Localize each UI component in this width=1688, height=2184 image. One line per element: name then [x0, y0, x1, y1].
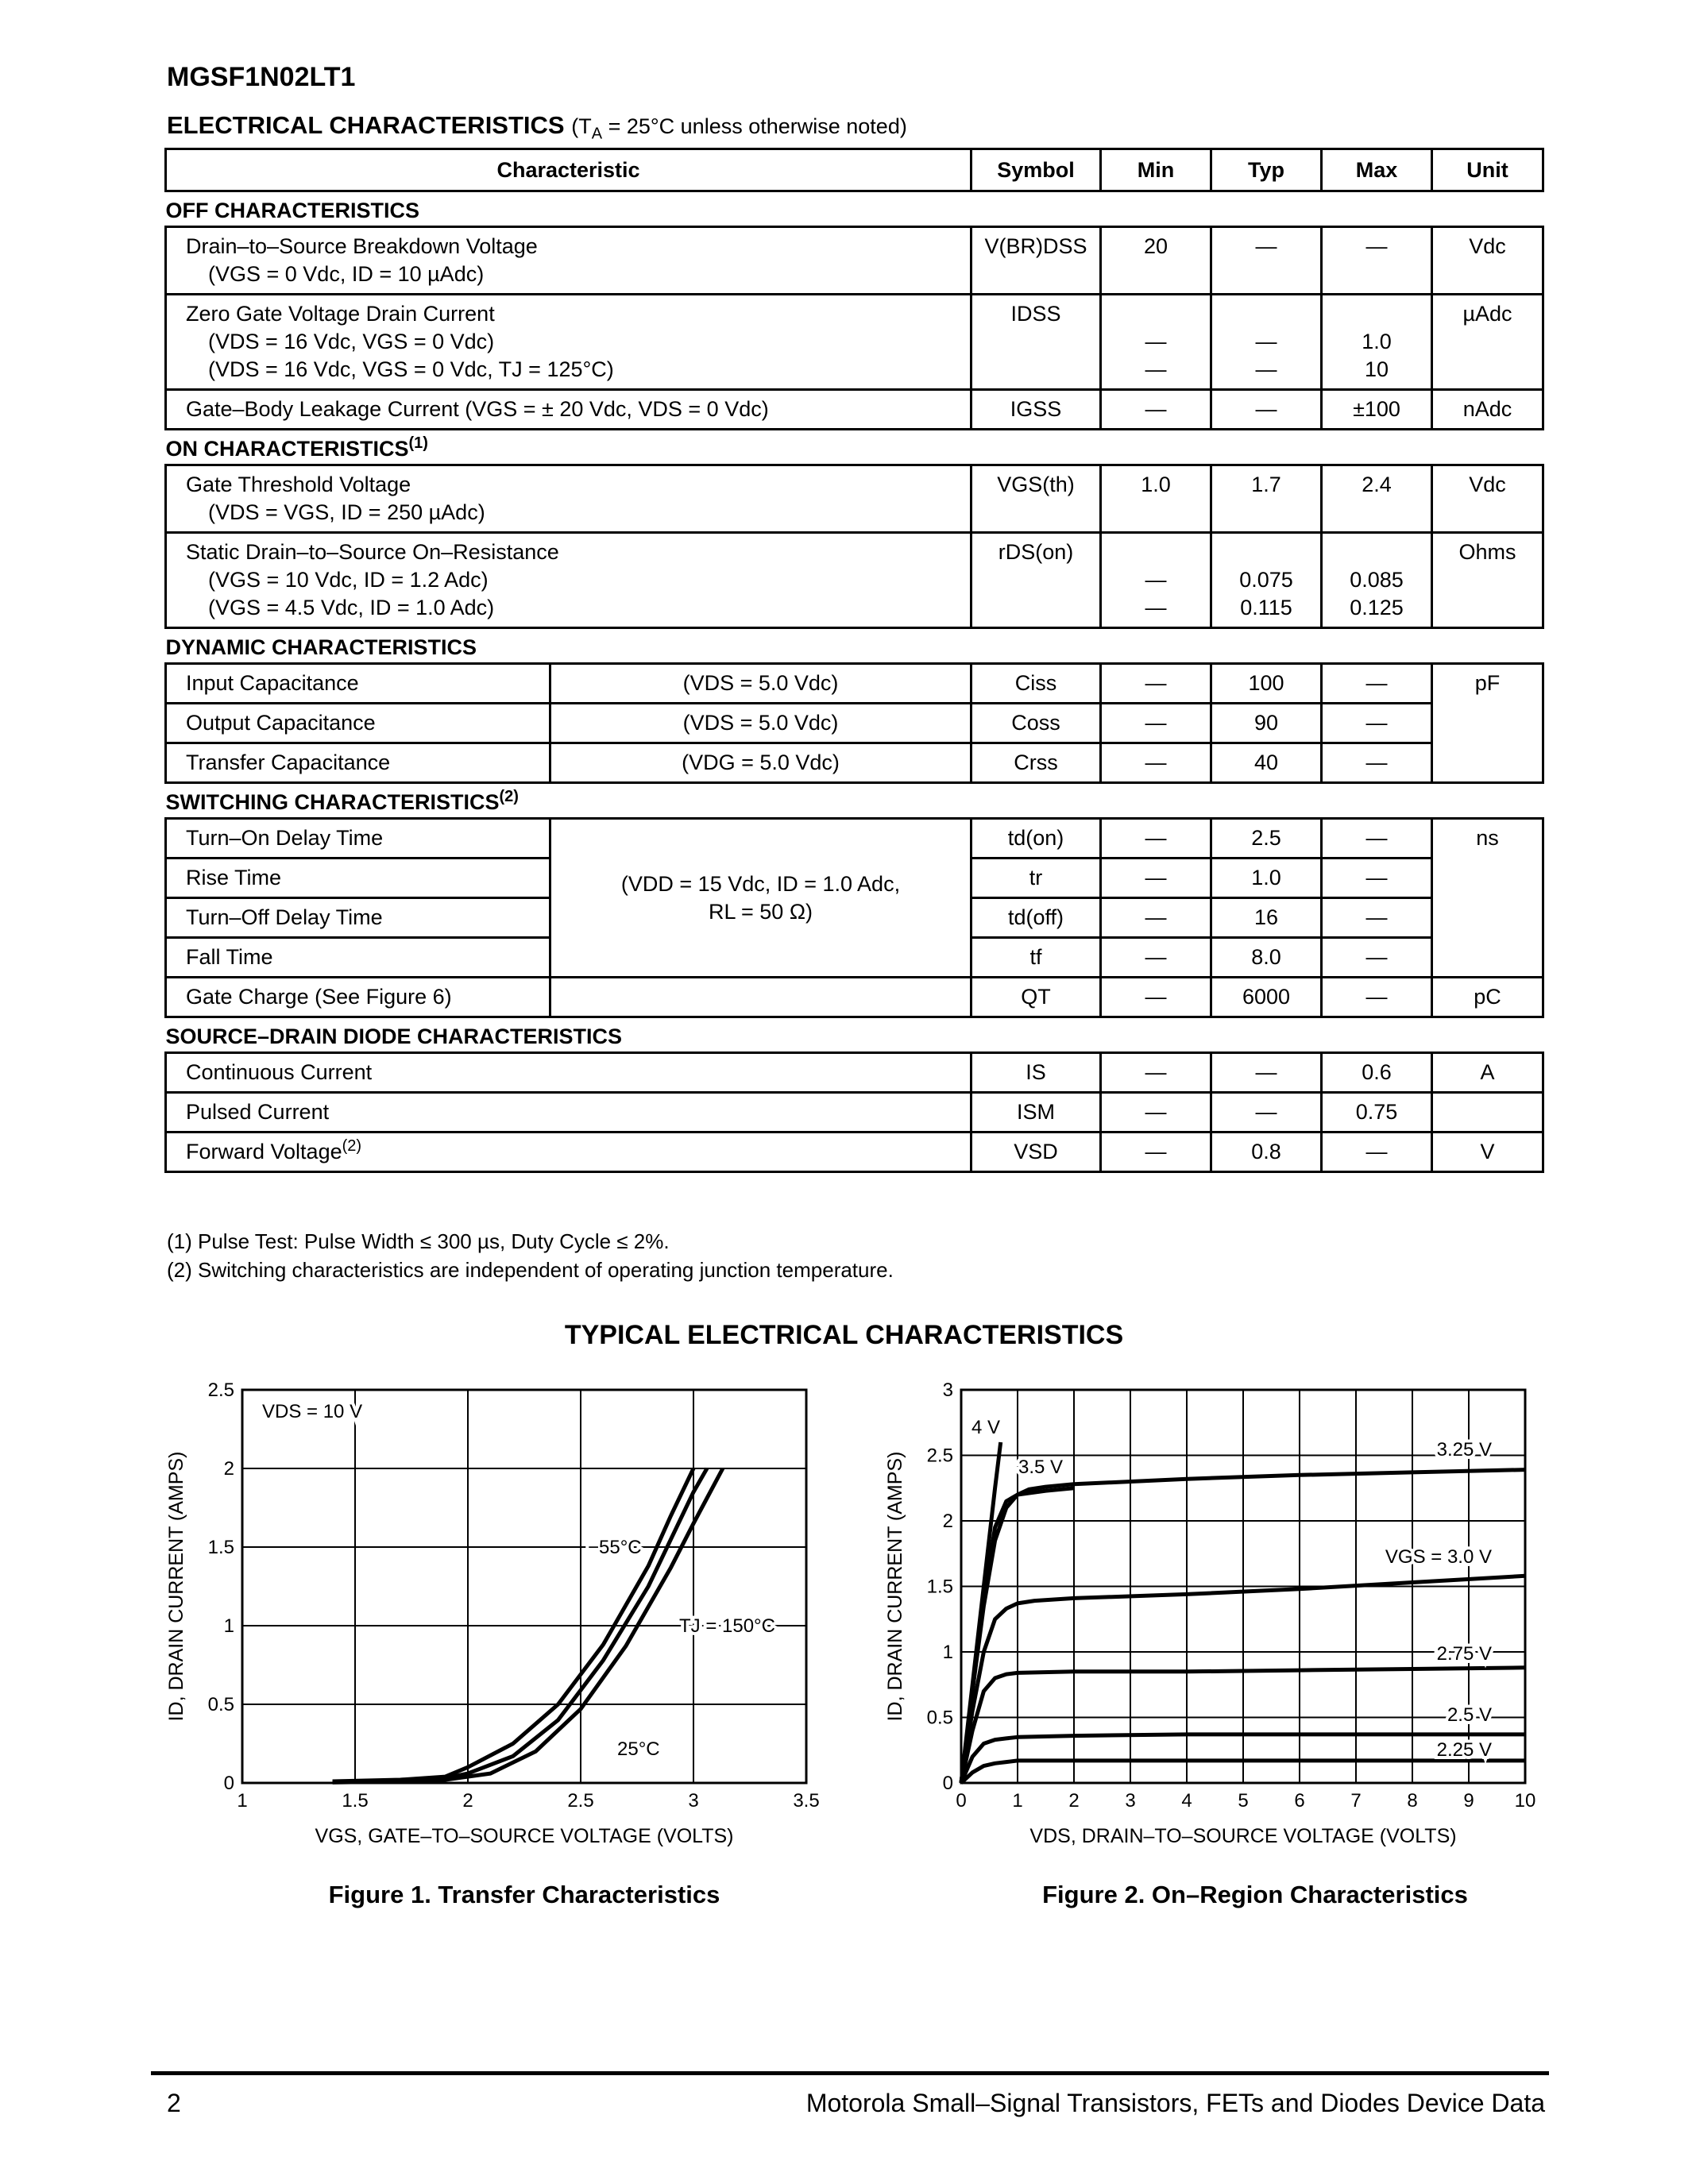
series-label: 2.5 V: [1447, 1704, 1492, 1726]
table-row: [166, 295, 1543, 390]
row-condition: (VDG = 5.0 Vdc): [550, 743, 971, 783]
min-cell: —: [1145, 330, 1167, 353]
table-row: [166, 465, 1543, 533]
y-tick-label: 1.5: [926, 1576, 953, 1598]
row-condition: (VGS = 10 Vdc, ID = 1.2 Adc): [208, 568, 489, 592]
symbol-cell: V(BR)DSS: [971, 227, 1101, 295]
electrical-characteristics-title: ELECTRICAL CHARACTERISTICS ($T_A = 25^\circ C$ unless otherwise noted): [167, 111, 907, 143]
symbol-cell: Crss: [971, 743, 1101, 783]
min-cell: —: [1101, 898, 1211, 938]
series-label: 3.25 V: [1436, 1439, 1492, 1461]
row-condition: (VDS = 16 Vdc, VGS = 0 Vdc, TJ = 125°C): [208, 357, 614, 381]
section-off: OFF CHARACTERISTICS: [166, 191, 1543, 227]
header-characteristic: Characteristic: [166, 149, 971, 191]
series-label: 4 V: [971, 1417, 1001, 1438]
series-label: TJ = 150°C: [679, 1615, 775, 1637]
max-cell: —: [1322, 898, 1432, 938]
min-cell: —: [1101, 743, 1211, 783]
series-label: 25°C: [617, 1738, 660, 1760]
max-cell: —: [1322, 1133, 1432, 1172]
typical-characteristics-title: TYPICAL ELECTRICAL CHARACTERISTICS: [564, 1320, 1124, 1350]
row-condition: (VGS = 4.5 Vdc, ID = 1.0 Adc): [208, 596, 495, 619]
min-cell: —: [1101, 1053, 1211, 1093]
min-cell: —: [1145, 596, 1167, 619]
min-cell: —: [1101, 1093, 1211, 1133]
row-name: Input Capacitance: [166, 664, 550, 704]
unit-cell: [1432, 1093, 1543, 1133]
max-cell: 0.125: [1350, 596, 1404, 619]
max-cell: 2.4: [1322, 465, 1432, 533]
table-row: [166, 227, 1543, 295]
typ-cell: —: [1211, 1053, 1322, 1093]
max-cell: —: [1322, 743, 1432, 783]
x-axis-label: VDS, DRAIN–TO–SOURCE VOLTAGE (VOLTS): [1029, 1825, 1457, 1847]
typ-cell: —: [1211, 1093, 1322, 1133]
y-tick-label: 1: [223, 1615, 234, 1637]
symbol-cell: IDSS: [971, 295, 1101, 390]
table-row: [166, 819, 1543, 859]
max-cell: —: [1322, 664, 1432, 704]
y-tick-label: 2.5: [207, 1379, 234, 1401]
row-condition: (VGS = 0 Vdc, ID = 10 µAdc): [208, 262, 485, 286]
row-name: Continuous Current: [166, 1053, 971, 1093]
symbol-cell: ISM: [971, 1093, 1101, 1133]
max-cell: 0.6: [1322, 1053, 1432, 1093]
row-name: Static Drain–to–Source On–Resistance: [186, 540, 559, 564]
x-tick-label: 2: [1068, 1790, 1080, 1812]
row-name: Fall Time: [166, 938, 550, 978]
max-cell: 0.75: [1322, 1093, 1432, 1133]
x-tick-label: 3: [1125, 1790, 1136, 1812]
series-label: 3.5 V: [1018, 1457, 1064, 1478]
table-row: [166, 1133, 1543, 1172]
min-cell: —: [1101, 1133, 1211, 1172]
row-name: Gate Threshold Voltage: [186, 473, 411, 496]
min-cell: 1.0: [1101, 465, 1211, 533]
symbol-cell: td(on): [971, 819, 1101, 859]
header-max: Max: [1322, 149, 1432, 191]
x-tick-label: 4: [1181, 1790, 1192, 1812]
x-tick-label: 1: [237, 1790, 248, 1812]
y-tick-label: 2.5: [926, 1445, 953, 1467]
y-tick-label: 3: [942, 1379, 953, 1401]
unit-cell: V: [1432, 1133, 1543, 1172]
row-name: Gate–Body Leakage Current (VGS = ± 20 Vdc, VDS = 0 Vdc): [166, 390, 971, 430]
series-label: 2.25 V: [1436, 1739, 1492, 1761]
y-tick-label: 0: [223, 1773, 234, 1794]
x-tick-label: 0: [956, 1790, 967, 1812]
symbol-cell: Coss: [971, 704, 1101, 743]
unit-cell: A: [1432, 1053, 1543, 1093]
y-axis-label: ID, DRAIN CURRENT (AMPS): [165, 1451, 187, 1722]
row-name: Turn–Off Delay Time: [166, 898, 550, 938]
footer-divider: [151, 2071, 1549, 2075]
min-cell: —: [1101, 704, 1211, 743]
typ-cell: 16: [1211, 898, 1322, 938]
x-tick-label: 7: [1350, 1790, 1362, 1812]
table-row: [166, 390, 1543, 430]
typ-cell: 100: [1211, 664, 1322, 704]
table-row: [166, 1053, 1543, 1093]
table-row: [166, 1093, 1543, 1133]
header-min: Min: [1101, 149, 1211, 191]
header-unit: Unit: [1432, 149, 1543, 191]
y-axis-label: ID, DRAIN CURRENT (AMPS): [884, 1451, 906, 1722]
typ-cell: —: [1211, 227, 1322, 295]
figure-2-caption: Figure 2. On–Region Characteristics: [1042, 1881, 1468, 1908]
y-tick-label: 1: [942, 1642, 953, 1663]
section-diode: SOURCE–DRAIN DIODE CHARACTERISTICS: [166, 1017, 1543, 1053]
min-cell: —: [1101, 938, 1211, 978]
max-cell: —: [1322, 938, 1432, 978]
row-name: Gate Charge (See Figure 6): [166, 978, 550, 1017]
row-name: Turn–On Delay Time: [166, 819, 550, 859]
typ-cell: 1.7: [1211, 465, 1322, 533]
y-tick-label: 0: [942, 1773, 953, 1794]
unit-cell: pF: [1432, 664, 1543, 783]
symbol-cell: rDS(on): [971, 533, 1101, 628]
annotation-vds: VDS = 10 V: [262, 1401, 363, 1422]
typ-cell: 0.115: [1240, 596, 1292, 619]
min-cell: —: [1101, 390, 1211, 430]
series-label: −55°C: [588, 1537, 642, 1558]
min-cell: —: [1145, 568, 1167, 592]
max-cell: 1.0: [1362, 330, 1392, 353]
figure-1-caption: Figure 1. Transfer Characteristics: [328, 1881, 720, 1908]
symbol-cell: td(off): [971, 898, 1101, 938]
row-name: Zero Gate Voltage Drain Current: [186, 302, 495, 326]
x-tick-label: 10: [1514, 1790, 1536, 1812]
row-name: Pulsed Current: [166, 1093, 971, 1133]
unit-cell: Ohms: [1432, 533, 1543, 628]
footnote-1: (1) Pulse Test: Pulse Width ≤ 300 µs, Duty Cycle ≤ 2%.: [167, 1229, 670, 1253]
row-condition: (VDS = 16 Vdc, VGS = 0 Vdc): [208, 330, 495, 353]
max-cell: 0.085: [1350, 568, 1404, 592]
typ-cell: —: [1255, 330, 1277, 353]
symbol-cell: tr: [971, 859, 1101, 898]
header-typ: Typ: [1211, 149, 1322, 191]
plot-frame: [242, 1390, 806, 1783]
figure-1-chart: [159, 1378, 834, 1878]
unit-cell: µAdc: [1432, 295, 1543, 390]
series-label: 2.75 V: [1436, 1643, 1492, 1665]
table-row: [166, 533, 1543, 628]
section-switching: SWITCHING CHARACTERISTICS$^{(2)}$: [166, 783, 1543, 819]
symbol-cell: QT: [971, 978, 1101, 1017]
x-tick-label: 2: [462, 1790, 473, 1812]
section-dynamic: DYNAMIC CHARACTERISTICS: [166, 628, 1543, 664]
electrical-characteristics-table: [164, 148, 1544, 1173]
symbol-cell: IS: [971, 1053, 1101, 1093]
unit-cell: ns: [1432, 819, 1543, 978]
table-header-row: [166, 149, 1543, 191]
min-cell: —: [1101, 664, 1211, 704]
max-cell: —: [1322, 227, 1432, 295]
x-tick-label: 3: [688, 1790, 699, 1812]
typ-cell: 6000: [1211, 978, 1322, 1017]
typ-cell: 2.5: [1211, 819, 1322, 859]
symbol-cell: Ciss: [971, 664, 1101, 704]
typ-cell: 90: [1211, 704, 1322, 743]
row-name: Forward Voltage$^{(2)}$: [166, 1133, 971, 1172]
x-tick-label: 5: [1238, 1790, 1249, 1812]
y-tick-label: 2: [223, 1458, 234, 1480]
x-tick-label: 6: [1294, 1790, 1305, 1812]
unit-cell: pC: [1432, 978, 1543, 1017]
symbol-cell: IGSS: [971, 390, 1101, 430]
min-cell: —: [1101, 859, 1211, 898]
unit-cell: Vdc: [1432, 465, 1543, 533]
footnote-2: (2) Switching characteristics are independent of operating junction temperature.: [167, 1258, 894, 1282]
table-row: [166, 704, 1543, 743]
unit-cell: nAdc: [1432, 390, 1543, 430]
part-number: MGSF1N02LT1: [167, 62, 356, 92]
switching-conditions: (VDD = 15 Vdc, ID = 1.0 Adc, RL = 50 Ω): [550, 819, 971, 978]
footer-text: Motorola Small–Signal Transistors, FETs and Diodes Device Data: [805, 2089, 1545, 2117]
y-tick-label: 2: [942, 1511, 953, 1532]
row-name: Output Capacitance: [166, 704, 550, 743]
typ-cell: 1.0: [1211, 859, 1322, 898]
max-cell: —: [1322, 819, 1432, 859]
header-symbol: Symbol: [971, 149, 1101, 191]
typ-cell: 8.0: [1211, 938, 1322, 978]
row-name: Transfer Capacitance: [166, 743, 550, 783]
max-cell: —: [1322, 704, 1432, 743]
x-tick-label: 2.5: [567, 1790, 594, 1812]
row-name: Drain–to–Source Breakdown Voltage: [186, 234, 538, 258]
x-tick-label: 1: [1012, 1790, 1023, 1812]
row-name: Rise Time: [166, 859, 550, 898]
section-on: ON CHARACTERISTICS$^{(1)}$: [166, 430, 1543, 465]
x-tick-label: 8: [1407, 1790, 1418, 1812]
typ-cell: 0.8: [1211, 1133, 1322, 1172]
x-tick-label: 1.5: [342, 1790, 369, 1812]
y-tick-label: 0.5: [926, 1707, 953, 1729]
x-axis-label: VGS, GATE–TO–SOURCE VOLTAGE (VOLTS): [315, 1825, 734, 1847]
min-cell: 20: [1101, 227, 1211, 295]
typ-cell: —: [1211, 390, 1322, 430]
row-condition: (VDS = 5.0 Vdc): [550, 704, 971, 743]
y-tick-label: 0.5: [207, 1694, 234, 1715]
typ-cell: 40: [1211, 743, 1322, 783]
unit-cell: Vdc: [1432, 227, 1543, 295]
symbol-cell: tf: [971, 938, 1101, 978]
symbol-cell: VGS(th): [971, 465, 1101, 533]
table-row: [166, 743, 1543, 783]
page-number: 2: [167, 2089, 181, 2117]
table-row: [166, 664, 1543, 704]
symbol-cell: VSD: [971, 1133, 1101, 1172]
y-tick-label: 1.5: [207, 1537, 234, 1558]
max-cell: —: [1322, 978, 1432, 1017]
table-row: [166, 978, 1543, 1017]
max-cell: 10: [1364, 357, 1389, 381]
min-cell: —: [1145, 357, 1167, 381]
max-cell: ±100: [1322, 390, 1432, 430]
row-condition: (VDS = VGS, ID = 250 µAdc): [208, 500, 485, 524]
series-label: VGS = 3.0 V: [1385, 1546, 1492, 1568]
figure-2-chart: [882, 1378, 1541, 1878]
min-cell: —: [1101, 819, 1211, 859]
row-condition: (VDS = 5.0 Vdc): [550, 664, 971, 704]
min-cell: —: [1101, 978, 1211, 1017]
typ-cell: 0.075: [1239, 568, 1293, 592]
typ-cell: —: [1255, 357, 1277, 381]
x-tick-label: 3.5: [793, 1790, 820, 1812]
x-tick-label: 9: [1463, 1790, 1474, 1812]
max-cell: —: [1322, 859, 1432, 898]
